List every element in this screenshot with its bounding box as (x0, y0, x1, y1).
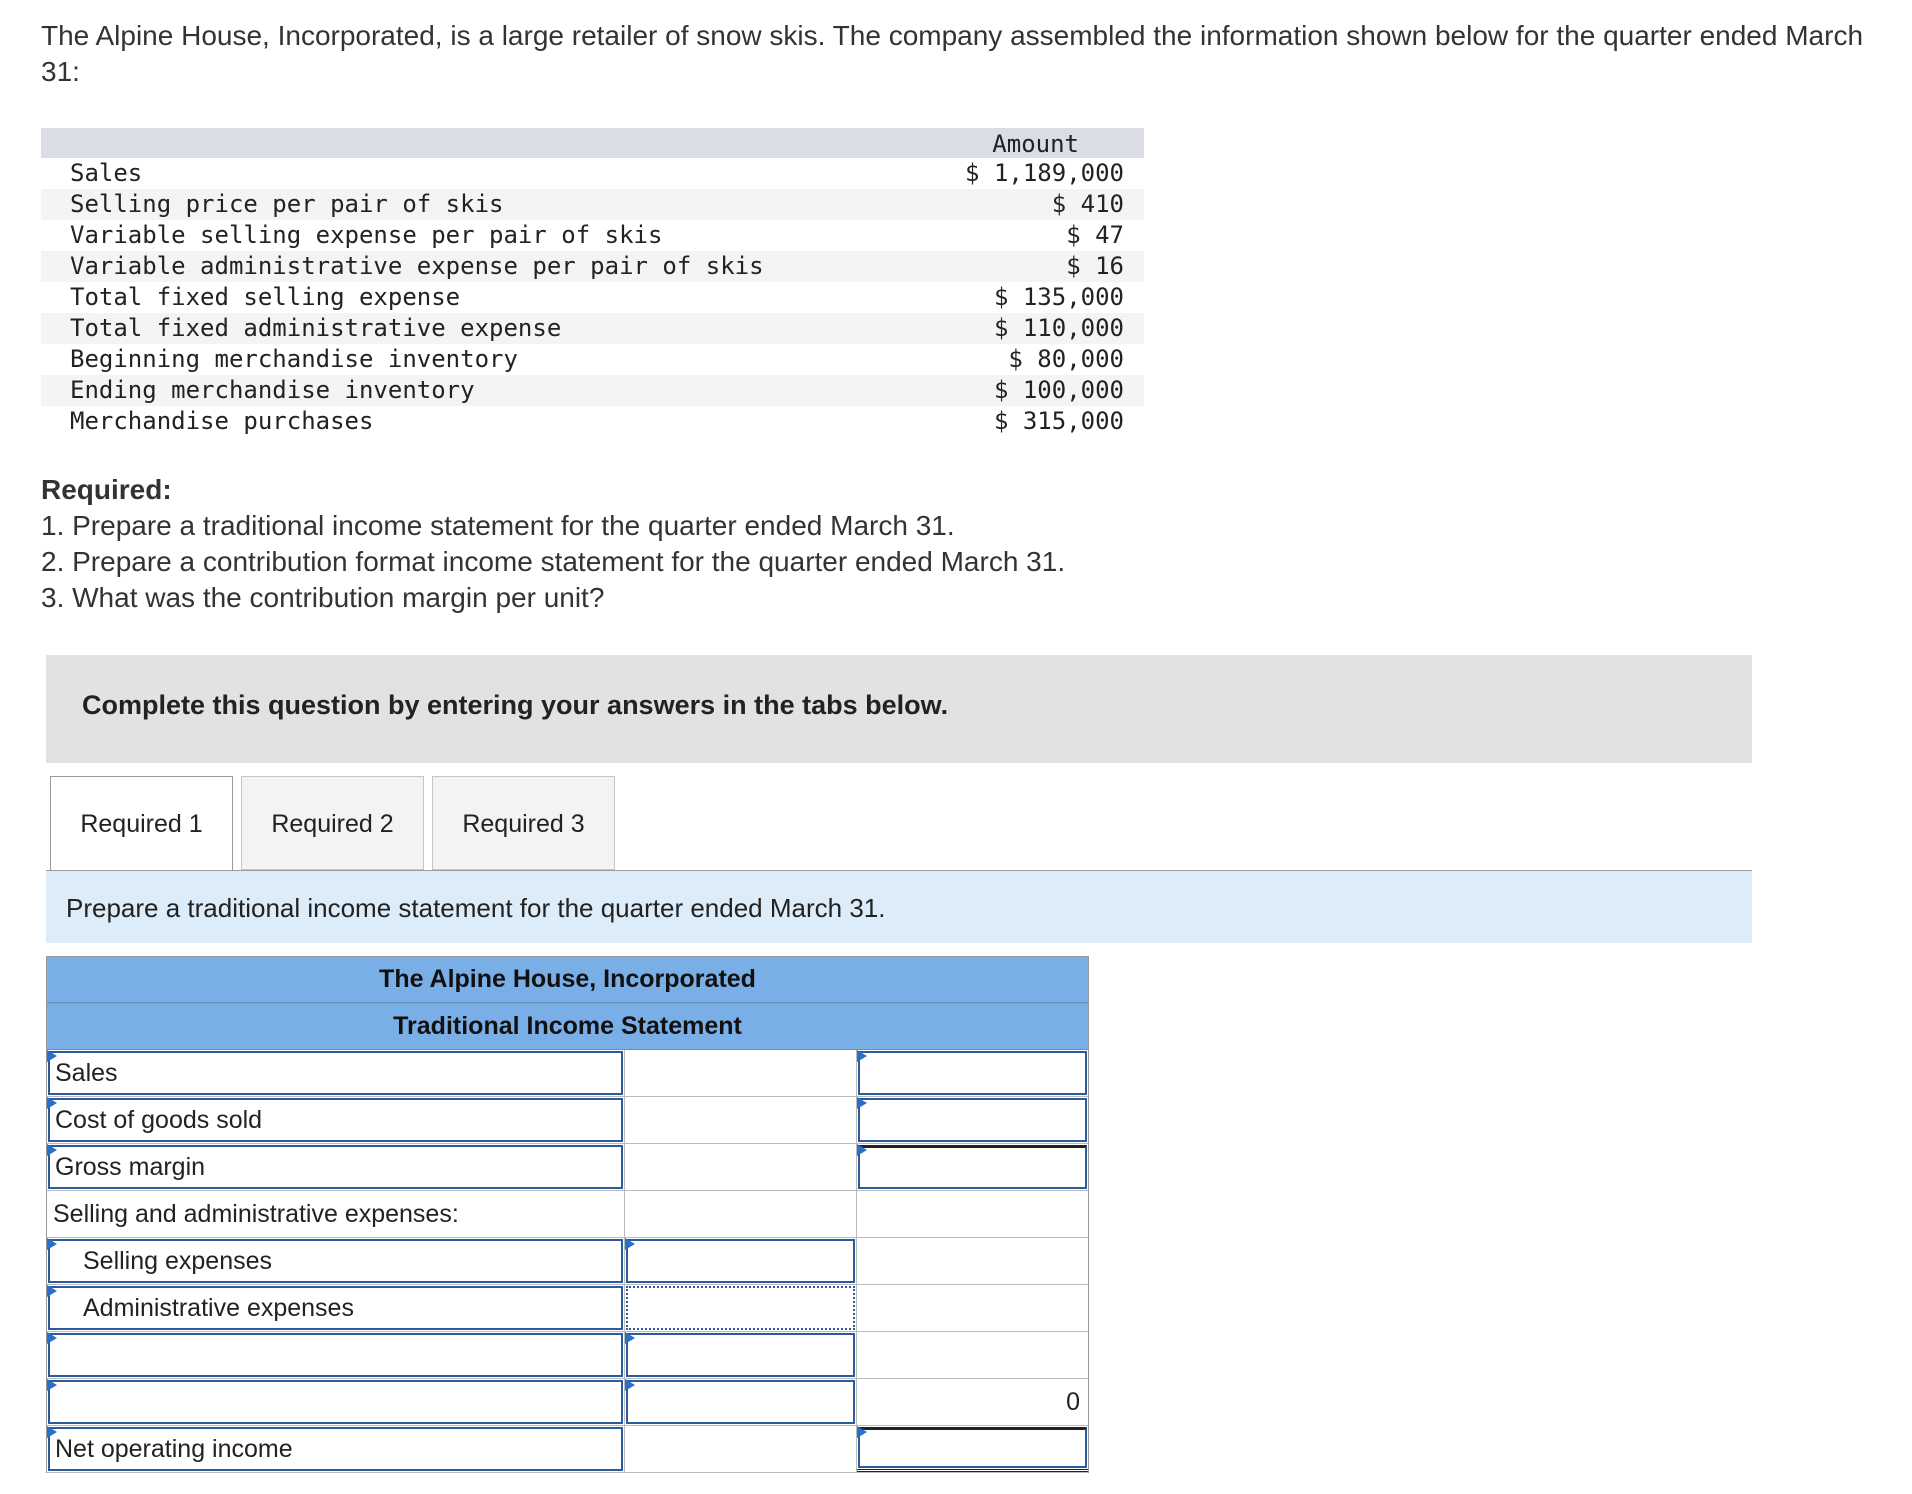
sga-header-label: Selling and administrative expenses: (53, 1200, 459, 1228)
dropdown-marker-icon (857, 1144, 867, 1156)
dropdown-marker-icon (47, 1144, 57, 1156)
required-item-1: 1. Prepare a traditional income statement for the quarter ended March 31. (41, 510, 955, 541)
tab-instruction (46, 871, 1752, 943)
statement-row-admin-expenses (47, 1285, 1088, 1332)
dropdown-marker-icon (857, 1097, 867, 1109)
statement-row-sales (47, 1050, 1088, 1097)
statement-company-name: The Alpine House, Incorporated (47, 956, 1088, 1003)
data-row (41, 344, 1144, 375)
given-data-table (41, 128, 1144, 437)
selling-expenses-amount-input[interactable] (626, 1239, 855, 1283)
data-row (41, 158, 1144, 189)
data-row-label: Selling price per pair of skis (70, 190, 504, 218)
dropdown-marker-icon (47, 1285, 57, 1297)
income-statement-form (46, 956, 1089, 1473)
net-operating-income-label-input[interactable]: Net operating income (48, 1427, 623, 1471)
dropdown-marker-icon (47, 1097, 57, 1109)
tab-required-1[interactable]: Required 1 (50, 776, 233, 872)
banner-text: Complete this question by entering your answers in the tabs below. (82, 690, 949, 720)
data-row (41, 282, 1144, 313)
tab-required-2[interactable]: Required 2 (241, 776, 424, 870)
data-row-label: Total fixed selling expense (70, 283, 461, 311)
total-cell (857, 1191, 1088, 1237)
label-cell (47, 1191, 625, 1237)
data-row-value: $ 80,000 (1008, 345, 1124, 373)
gross-margin-total-input[interactable] (858, 1145, 1087, 1189)
total-cell (857, 1379, 1088, 1425)
admin-expenses-label-input[interactable]: Administrative expenses (48, 1286, 623, 1330)
sales-total-input[interactable] (858, 1051, 1087, 1095)
dropdown-marker-icon (47, 1050, 57, 1062)
amount-cell (625, 1238, 857, 1284)
required-item-2: 2. Prepare a contribution format income statement for the quarter ended March 31. (41, 546, 1066, 577)
blank-2-label-input[interactable] (48, 1380, 623, 1424)
total-cell (857, 1097, 1088, 1143)
data-row-value: $ 110,000 (993, 314, 1124, 342)
label-cell (47, 1097, 625, 1143)
selling-expenses-label-input[interactable]: Selling expenses (48, 1239, 623, 1283)
label-cell (47, 1050, 625, 1096)
dropdown-marker-icon (625, 1238, 635, 1250)
dropdown-marker-icon (47, 1238, 57, 1250)
label-cell (47, 1332, 625, 1378)
amount-column-header: Amount (992, 130, 1079, 158)
total-cell (857, 1285, 1088, 1331)
data-row (41, 220, 1144, 251)
data-row-label: Variable administrative expense per pair of skis (70, 252, 764, 280)
label-cell (47, 1379, 625, 1425)
data-row-value: $ 100,000 (993, 376, 1124, 404)
statement-row-blank-1 (47, 1332, 1088, 1379)
dropdown-marker-icon (857, 1426, 867, 1438)
amount-cell (625, 1050, 857, 1096)
data-row-label: Merchandise purchases (70, 407, 374, 435)
blank-1-amount-input[interactable] (626, 1333, 855, 1377)
amount-cell (625, 1097, 857, 1143)
label-cell (47, 1426, 625, 1472)
total-sga-value: 0 (1066, 1388, 1080, 1416)
statement-row-sga-header (47, 1191, 1088, 1238)
data-row (41, 251, 1144, 282)
blank-2-amount-input[interactable] (626, 1380, 855, 1424)
total-cell (857, 1332, 1088, 1378)
required-item-3: 3. What was the contribution margin per unit? (41, 582, 605, 613)
cogs-total-input[interactable] (858, 1098, 1087, 1142)
required-section (41, 472, 1065, 616)
data-row-value: $ 16 (1066, 252, 1124, 280)
dropdown-marker-icon (47, 1426, 57, 1438)
label-cell (47, 1238, 625, 1284)
data-row-value: $ 135,000 (993, 283, 1124, 311)
net-operating-income-total-input[interactable] (858, 1427, 1087, 1468)
total-cell (857, 1238, 1088, 1284)
dropdown-marker-icon (47, 1332, 57, 1344)
admin-expenses-amount-input[interactable] (626, 1286, 855, 1330)
data-row (41, 313, 1144, 344)
data-row-label: Ending merchandise inventory (70, 376, 475, 404)
instructions-banner (46, 655, 1752, 763)
data-row-label: Variable selling expense per pair of skis (70, 221, 663, 249)
dropdown-marker-icon (625, 1332, 635, 1344)
total-cell (857, 1426, 1088, 1472)
label-cell (47, 1285, 625, 1331)
statement-row-net-operating-income (47, 1426, 1088, 1473)
data-table-header (41, 128, 1144, 158)
data-row-label: Total fixed administrative expense (70, 314, 562, 342)
data-row (41, 189, 1144, 220)
amount-cell (625, 1379, 857, 1425)
amount-cell (625, 1332, 857, 1378)
statement-title: Traditional Income Statement (47, 1003, 1088, 1050)
tab-required-3[interactable]: Required 3 (432, 776, 615, 870)
data-row-label: Sales (70, 159, 143, 187)
amount-cell (625, 1191, 857, 1237)
statement-row-gross-margin (47, 1144, 1088, 1191)
data-row-label: Beginning merchandise inventory (70, 345, 518, 373)
amount-cell (625, 1426, 857, 1472)
total-cell (857, 1050, 1088, 1096)
data-row (41, 406, 1144, 437)
instruction-text: Prepare a traditional income statement for the quarter ended March 31. (66, 893, 886, 923)
data-row-value: $ 1,189,000 (965, 159, 1124, 187)
cogs-label-input[interactable]: Cost of goods sold (48, 1098, 623, 1142)
required-title: Required: (41, 474, 172, 505)
dropdown-marker-icon (625, 1379, 635, 1391)
label-cell (47, 1144, 625, 1190)
dropdown-marker-icon (857, 1050, 867, 1062)
blank-1-label-input[interactable] (48, 1333, 623, 1377)
statement-row-selling-expenses (47, 1238, 1088, 1285)
data-row-value: $ 410 (1051, 190, 1124, 218)
amount-cell (625, 1285, 857, 1331)
statement-row-blank-2 (47, 1379, 1088, 1426)
data-row-value: $ 315,000 (993, 407, 1124, 435)
amount-cell (625, 1144, 857, 1190)
gross-margin-label-input[interactable]: Gross margin (48, 1145, 623, 1189)
total-cell (857, 1144, 1088, 1190)
statement-row-cogs (47, 1097, 1088, 1144)
dropdown-marker-icon (47, 1379, 57, 1391)
data-row (41, 375, 1144, 406)
data-row-value: $ 47 (1066, 221, 1124, 249)
sales-label-input[interactable]: Sales (48, 1051, 623, 1095)
problem-intro: The Alpine House, Incorporated, is a large retailer of snow skis. The company assembled the information shown below for the quarter ended March 31: (41, 20, 1864, 87)
